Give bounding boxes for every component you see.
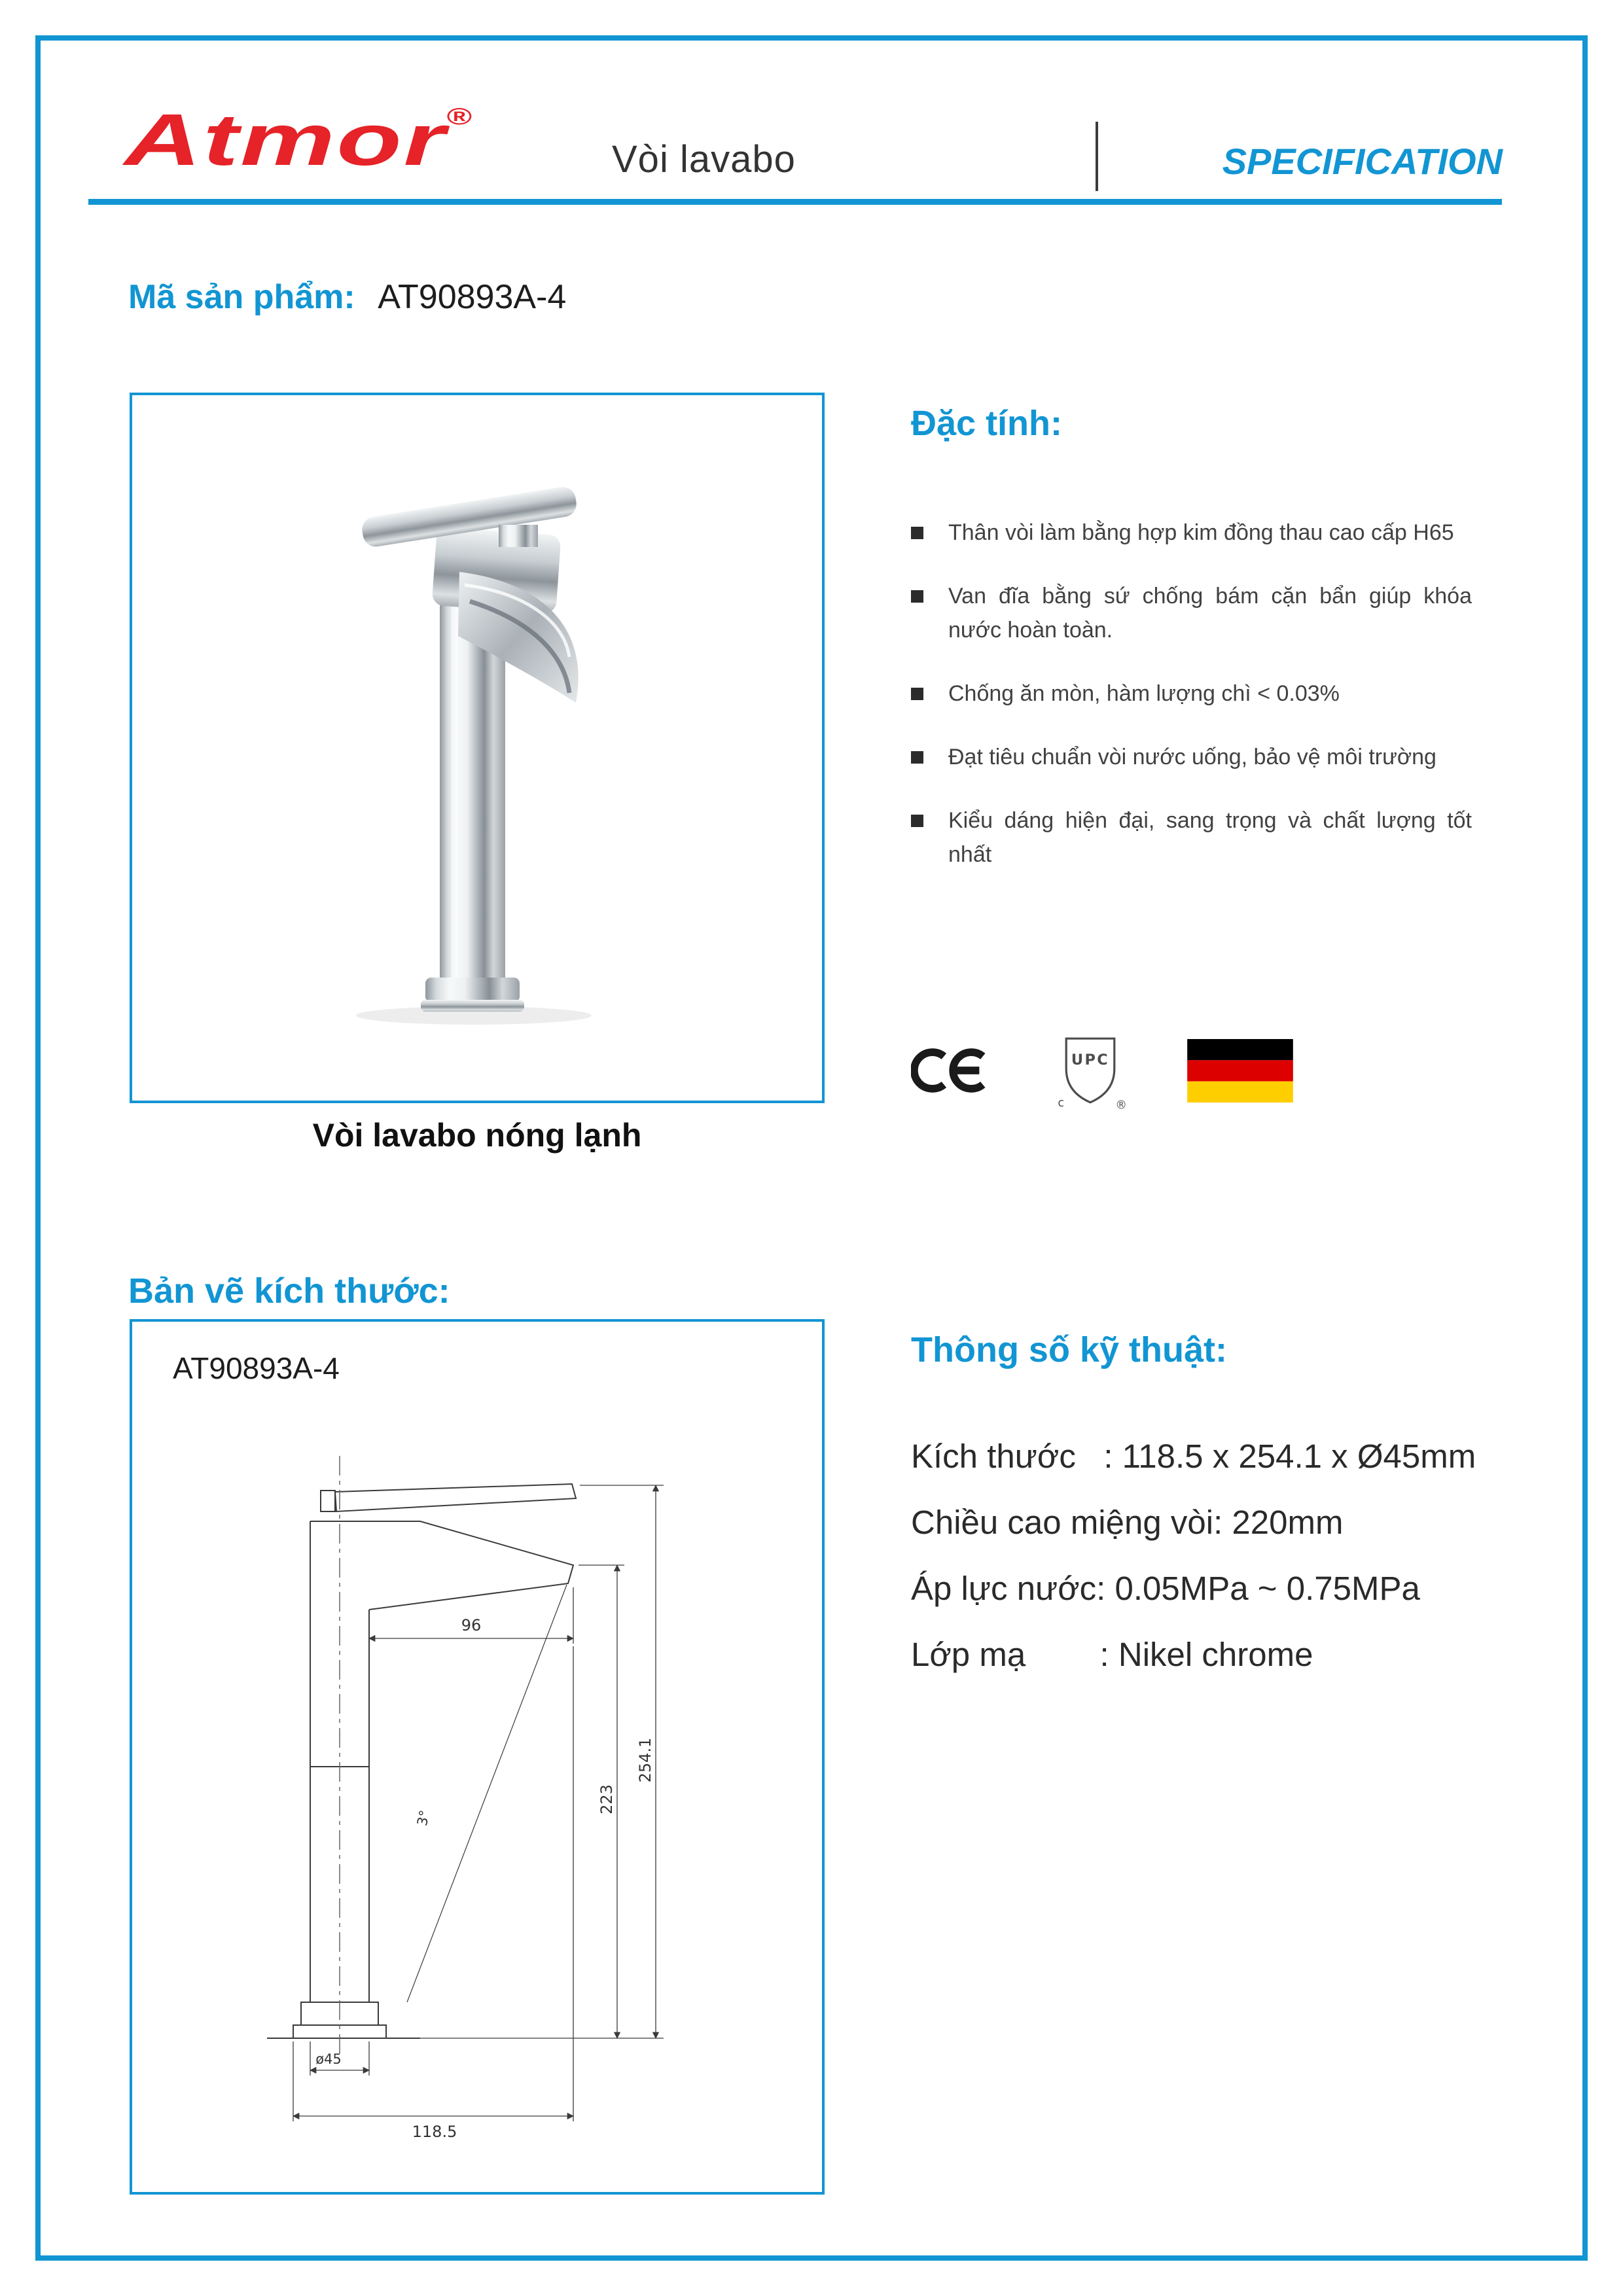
dim-body-height: 223 [597,1784,616,1814]
feature-item [911,516,1526,550]
brand-logo [124,99,474,181]
spec-row-plating: Lớp mạ : Nikel chrome [911,1636,1313,1673]
feature-text: Van đĩa bằng sứ chống bám cặn bẩn giúp khóa nước hoàn toàn. [948,584,1472,643]
specs-heading: Thông số kỹ thuật: [911,1330,1227,1369]
dim-spout-reach: 96 [461,1616,482,1634]
header-divider [1096,122,1098,191]
faucet-base [425,978,520,1002]
photo-caption: Vòi lavabo nóng lạnh [312,1117,642,1154]
faucet-body-highlight [451,605,457,978]
brand-name: Atmor [124,99,447,181]
specs-section [911,1330,1539,1703]
spec-row-size: Kích thước : 118.5 x 254.1 x Ø45mm [911,1438,1476,1475]
flag-stripe-red [1187,1060,1293,1081]
specification-label: SPECIFICATION [1222,141,1503,182]
angle-line [407,1585,567,2002]
germany-flag-icon [1187,1039,1293,1103]
header-rule [88,199,1502,205]
upc-c-label: c [1058,1097,1065,1110]
spec-row-pressure: Áp lực nước: 0.05MPa ~ 0.75MPa [911,1570,1420,1607]
product-code-row [128,277,566,317]
dimension-labels [315,1616,654,2141]
bullet-square-icon [911,527,923,539]
faucet-photo [132,395,822,1101]
feature-text: Kiểu dáng hiện đại, sang trọng và chất lượng tốt nhất [948,808,1472,867]
feature-item [911,677,1526,711]
feature-text: Chống ăn mòn, hàm lượng chì < 0.03% [948,681,1340,706]
dim-base-diameter: ø45 [315,2051,342,2067]
faucet-outline [267,1484,576,2038]
product-line-title: Vòi lavabo [612,138,796,181]
feature-text: Thân vòi làm bằng hợp kim đồng thau cao cấp H65 [948,520,1454,545]
feature-text: Đạt tiêu chuẩn vòi nước uống, bảo vệ môi trường [948,745,1436,769]
faucet-base-plate [421,1000,524,1012]
technical-drawing [132,1394,822,2166]
product-code-label: Mã sản phẩm: [128,278,355,316]
product-photo-box [130,393,825,1103]
dim-angle: 3° [414,1809,433,1828]
upc-registered-label: ® [1115,1099,1127,1110]
feature-item [911,740,1526,774]
dim-total-height: 254.1 [636,1737,654,1783]
feature-item [911,579,1526,647]
upc-letters: UPC [1071,1051,1110,1069]
flag-stripe-black [1187,1039,1293,1060]
dimension-drawing-box [130,1319,825,2195]
drawing-heading: Bản vẽ kích thước: [128,1271,450,1311]
certification-row [911,1031,1293,1110]
upc-shield-icon [1054,1031,1127,1110]
drawing-model-label: AT90893A-4 [173,1351,340,1385]
handle-joint [499,525,538,547]
spec-row-spout-height: Chiều cao miệng vòi: 220mm [911,1504,1344,1541]
dim-overall-depth: 118.5 [412,2123,457,2141]
registered-mark: ® [446,103,474,130]
bullet-square-icon [911,590,923,603]
bullet-square-icon [911,815,923,827]
flag-stripe-gold [1187,1081,1293,1102]
features-heading: Đặc tính: [911,404,1063,443]
features-section [911,403,1526,901]
bullet-square-icon [911,751,923,764]
bullet-square-icon [911,688,923,700]
feature-item [911,804,1526,872]
product-code-value: AT90893A-4 [378,278,567,316]
ce-mark-icon [911,1041,993,1100]
